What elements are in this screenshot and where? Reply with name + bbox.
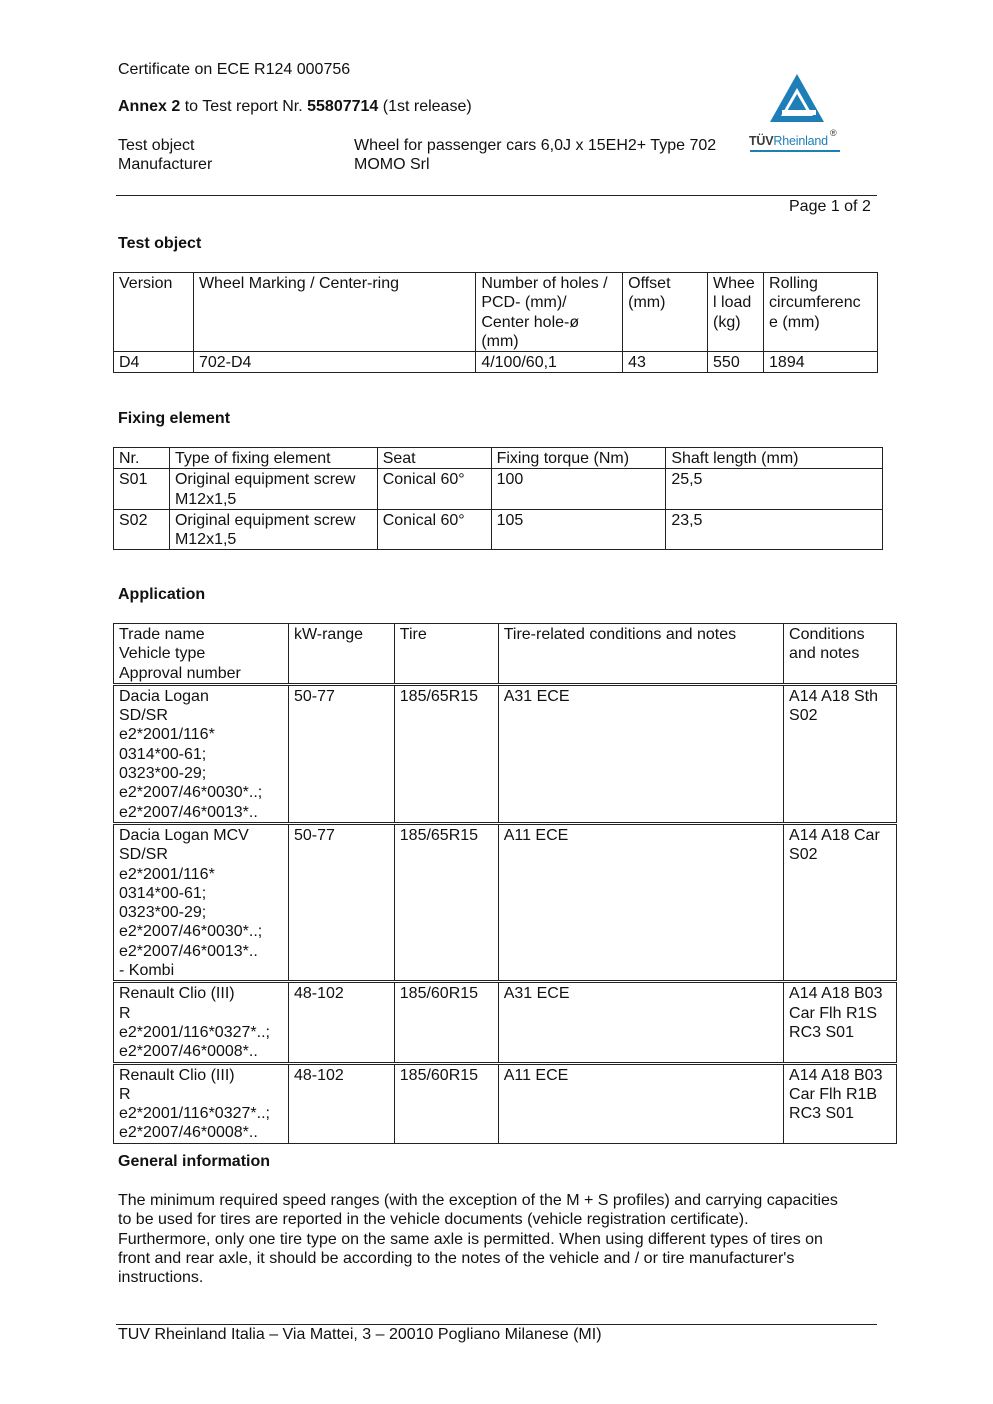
table-row: [114, 982, 897, 1063]
report-number: 55807714: [307, 98, 379, 115]
cell-vehicle: Dacia Logan MCV SD/SR e2*2001/116* 0314*00-61; 0323*00-29; e2*2007/46*0030*..; e2*2007/46*0013*.. - Kombi: [114, 823, 289, 981]
logo-underline: [750, 150, 840, 152]
cell-conditions: A14 A18 B03 Car Flh R1S RC3 S01: [784, 982, 897, 1063]
cell-shaft: 23,5: [666, 509, 883, 550]
table-row: [114, 684, 897, 823]
cell-tire-notes: A31 ECE: [498, 982, 783, 1063]
cell-vehicle: Dacia Logan SD/SR e2*2001/116* 0314*00-61; 0323*00-29; e2*2007/46*0030*..; e2*2007/46*0013*..: [114, 684, 289, 823]
paragraph-line: to be used for tires are reported in the vehicle documents (vehicle registration certificate).: [118, 1211, 749, 1229]
annex-line: [118, 97, 472, 116]
cell-nr: S02: [114, 509, 170, 550]
col-nr: Nr.: [114, 448, 170, 469]
col-shaft: Shaft length (mm): [666, 448, 883, 469]
cell-tire: 185/65R15: [394, 684, 498, 823]
logo-wordmark: TÜVRheinland: [749, 134, 828, 148]
col-wheel-marking: Wheel Marking / Center-ring: [193, 273, 475, 352]
cell-seat: Conical 60°: [377, 469, 491, 510]
general-heading: General information: [118, 1153, 271, 1170]
application-table: [113, 623, 897, 1144]
cell-holes: 4/100/60,1: [476, 352, 623, 373]
cell-kw: 50-77: [288, 684, 394, 823]
cell-rolling: 1894: [764, 352, 878, 373]
general-paragraph: [118, 1191, 878, 1287]
tuv-rheinland-logo: [748, 72, 844, 156]
col-trade-name: Trade name Vehicle type Approval number: [114, 624, 289, 685]
cell-type: Original equipment screw M12x1,5: [169, 509, 377, 550]
fixing-heading: Fixing element: [118, 410, 231, 427]
cell-version: D4: [114, 352, 194, 373]
cell-tire: 185/60R15: [394, 1063, 498, 1143]
application-heading: Application: [118, 586, 206, 603]
table-header-row: [114, 624, 897, 685]
annex-mid-text: to Test report Nr.: [180, 98, 308, 115]
table-row: [114, 509, 883, 550]
fixing-table: [113, 447, 883, 550]
table-row: [114, 1063, 897, 1143]
col-seat: Seat: [377, 448, 491, 469]
cell-tire: 185/65R15: [394, 823, 498, 981]
paragraph-line: Furthermore, only one tire type on the same axle is permitted. When using different types of tires on: [118, 1230, 823, 1248]
table-row: [114, 352, 878, 373]
manufacturer-value: MOMO Srl: [354, 156, 430, 173]
header-divider: [116, 195, 877, 196]
cell-wheel-load: 550: [708, 352, 764, 373]
test-object-label: Test object: [118, 137, 195, 154]
col-torque: Fixing torque (Nm): [491, 448, 666, 469]
tuv-triangle-icon: [748, 72, 844, 128]
table-header-row: [114, 273, 878, 352]
cell-torque: 105: [491, 509, 666, 550]
test-object-value: Wheel for passenger cars 6,0J x 15EH2+ Type 702: [354, 137, 717, 154]
col-version: Version: [114, 273, 194, 352]
cell-tire-notes: A31 ECE: [498, 684, 783, 823]
cell-vehicle: Renault Clio (III) R e2*2001/116*0327*..; e2*2007/46*0008*..: [114, 982, 289, 1063]
cell-wheel-marking: 702-D4: [193, 352, 475, 373]
release-text: (1st release): [378, 98, 472, 115]
test-object-heading: Test object: [118, 235, 202, 252]
cell-vehicle: Renault Clio (III) R e2*2001/116*0327*..; e2*2007/46*0008*..: [114, 1063, 289, 1143]
cell-offset: 43: [623, 352, 708, 373]
col-holes: Number of holes / PCD- (mm)/ Center hole-ø (mm): [476, 273, 623, 352]
test-object-table: [113, 272, 878, 373]
cell-kw: 48-102: [288, 1063, 394, 1143]
manufacturer-label: Manufacturer: [118, 156, 213, 173]
cell-kw: 48-102: [288, 982, 394, 1063]
cell-type: Original equipment screw M12x1,5: [169, 469, 377, 510]
table-header-row: [114, 448, 883, 469]
col-wheel-load: Whee l load (kg): [708, 273, 764, 352]
paragraph-line: instructions.: [118, 1269, 204, 1287]
cell-conditions: A14 A18 Car S02: [784, 823, 897, 981]
cell-seat: Conical 60°: [377, 509, 491, 550]
cell-tire-notes: A11 ECE: [498, 823, 783, 981]
col-type: Type of fixing element: [169, 448, 377, 469]
certificate-title: Certificate on ECE R124 000756: [118, 61, 351, 78]
registered-mark: ®: [830, 128, 837, 138]
cell-tire-notes: A11 ECE: [498, 1063, 783, 1143]
paragraph-line: The minimum required speed ranges (with the exception of the M + S profiles) and carrying capacities: [118, 1192, 838, 1209]
cell-torque: 100: [491, 469, 666, 510]
footer-address: TUV Rheinland Italia – Via Mattei, 3 – 20010 Pogliano Milanese (MI): [118, 1326, 602, 1343]
col-tire: Tire: [394, 624, 498, 685]
cell-kw: 50-77: [288, 823, 394, 981]
page-number: Page 1 of 2: [789, 198, 871, 215]
cell-conditions: A14 A18 Sth S02: [784, 684, 897, 823]
cell-conditions: A14 A18 B03 Car Flh R1B RC3 S01: [784, 1063, 897, 1143]
annex-label: Annex 2: [118, 98, 181, 115]
col-kw-range: kW-range: [288, 624, 394, 685]
cell-shaft: 25,5: [666, 469, 883, 510]
cell-tire: 185/60R15: [394, 982, 498, 1063]
cell-nr: S01: [114, 469, 170, 510]
col-offset: Offset (mm): [623, 273, 708, 352]
paragraph-line: front and rear axle, it should be according to the notes of the vehicle and / or tire manufacturer's: [118, 1249, 795, 1267]
col-rolling: Rolling circumferenc e (mm): [764, 273, 878, 352]
col-tire-notes: Tire-related conditions and notes: [498, 624, 783, 685]
table-row: [114, 469, 883, 510]
table-row: [114, 823, 897, 981]
col-conditions: Conditions and notes: [784, 624, 897, 685]
